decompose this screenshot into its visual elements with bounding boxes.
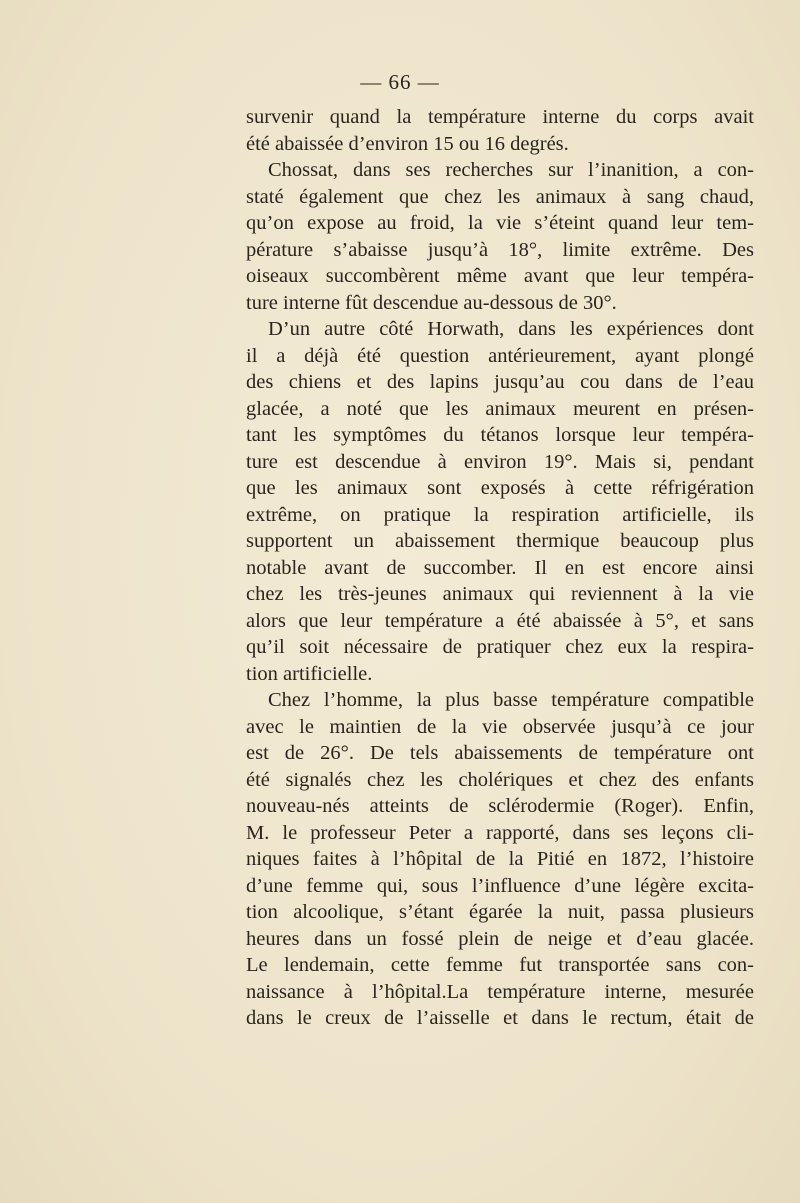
text-line: D’un autre côté Horwath, dans les expériences dont bbox=[268, 318, 754, 340]
text-line: Le lendemain, cette femme fut transportée sans con- bbox=[246, 954, 754, 976]
text-line: avec le maintien de la vie observée jusqu’à ce jour bbox=[246, 715, 754, 738]
text-line: pérature s’abaisse jusqu’à 18°, limite extrême. Des bbox=[246, 238, 754, 261]
text-line: alors que leur température a été abaissée à 5°, et sans bbox=[246, 609, 754, 632]
text-line: d’une femme qui, sous l’influence d’une légère excita- bbox=[246, 874, 754, 897]
text-line: notable avant de succomber. Il en est encore ainsi bbox=[246, 556, 754, 579]
text-line: ture est descendue à environ 19°. Mais si, pendant bbox=[246, 450, 754, 473]
text-line: il a déjà été question antérieurement, ayant plongé bbox=[246, 344, 754, 367]
text-line: été signalés chez les cholériques et chez des enfants bbox=[246, 768, 754, 791]
text-line: niques faites à l’hôpital de la Pitié en 1872, l’histoire bbox=[246, 848, 754, 870]
text-line: dans le creux de l’aisselle et dans le rectum, était de bbox=[246, 1007, 754, 1029]
text-line: M. le professeur Peter a rapporté, dans ses leçons cli- bbox=[246, 821, 754, 844]
text-line: tant les symptômes du tétanos lorsque leur tempéra- bbox=[246, 424, 754, 446]
text-line: Chossat, dans ses recherches sur l’inanition, a con- bbox=[268, 159, 754, 181]
text-line: que les animaux sont exposés à cette réfrigération bbox=[246, 477, 754, 499]
text-line: naissance à l’hôpital.La température interne, mesurée bbox=[246, 980, 754, 1003]
text-line: chez les très-jeunes animaux qui reviennent à la vie bbox=[246, 583, 754, 605]
body-text bbox=[246, 104, 754, 1032]
text-line: heures dans un fossé plein de neige et d’eau glacée. bbox=[246, 927, 754, 950]
text-line: glacée, a noté que les animaux meurent en présen- bbox=[246, 397, 754, 420]
text-line: des chiens et des lapins jusqu’au cou dans de l’eau bbox=[246, 371, 754, 393]
text-line: qu’il soit nécessaire de pratiquer chez eux la respira- bbox=[246, 636, 754, 658]
text-line: staté également que chez les animaux à sang chaud, bbox=[246, 185, 754, 208]
text-line: qu’on expose au froid, la vie s’éteint quand leur tem- bbox=[246, 212, 754, 234]
text-line: est de 26°. De tels abaissements de température ont bbox=[246, 742, 754, 764]
text-line: été abaissée d’environ 15 ou 16 degrés. bbox=[246, 132, 569, 155]
text-line: ture interne fût descendue au-dessous de 30°. bbox=[246, 291, 617, 314]
text-line: oiseaux succombèrent même avant que leur tempéra- bbox=[246, 265, 754, 287]
text-line: Chez l’homme, la plus basse température compatible bbox=[268, 689, 754, 711]
text-line: supportent un abaissement thermique beaucoup plus bbox=[246, 530, 754, 552]
text-line: tion artificielle. bbox=[246, 662, 373, 685]
text-line: tion alcoolique, s’étant égarée la nuit, passa plusieurs bbox=[246, 901, 754, 923]
text-line: nouveau-nés atteints de sclérodermie (Roger). Enfin, bbox=[246, 795, 754, 817]
text-line: extrême, on pratique la respiration artificielle, ils bbox=[246, 503, 754, 526]
text-line: survenir quand la température interne du corps avait bbox=[246, 106, 754, 128]
page-number: — 66 — bbox=[360, 70, 440, 94]
